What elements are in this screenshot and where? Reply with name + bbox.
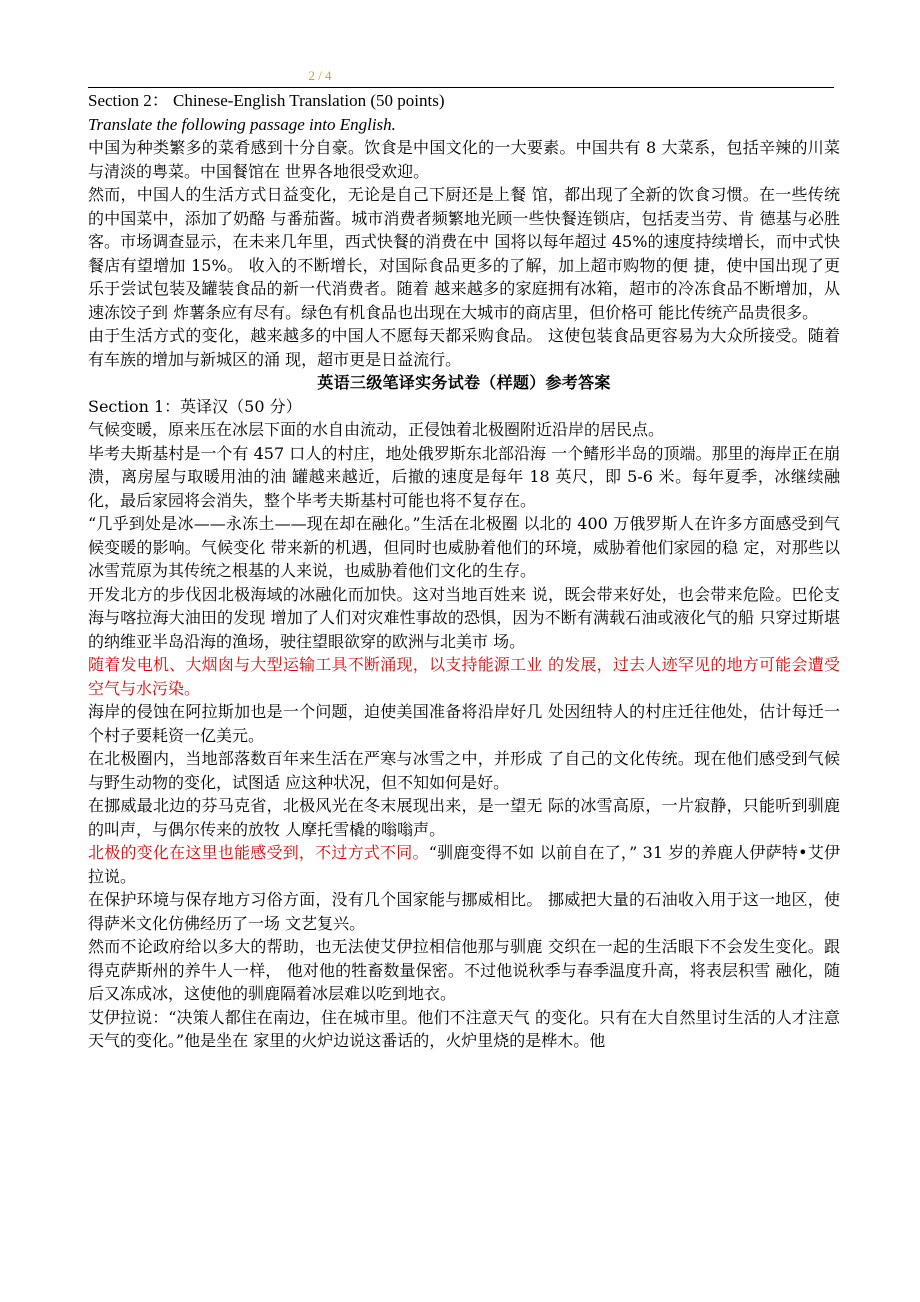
answer-paragraph-9 — [88, 841, 840, 888]
section2-instruction: Translate the following passage into English. — [88, 114, 396, 134]
answer-paragraph-1: 气候变暖，原来压在冰层下面的水自由流动，正侵蚀着北极圈附近沿岸的居民点。 — [88, 420, 665, 439]
answer-paragraph-10: 在保护环境与保存地方习俗方面，没有几个国家能与挪威相比。 挪威把大量的石油收入用于这一地区，使得萨米文化仿佛经历了一场 文艺复兴。 — [88, 890, 840, 933]
answer-paragraph-3: “几乎到处是冰——永冻土——现在却在融化。”生活在北极圈 以北的 400 万俄罗斯人在许多方面感受到气候变暖的影响。气候变化 带来新的机遇，但同时也威胁着他们的环境，威胁着他们家园的稳 定，对那些以冰雪荒原为其传统之根基的人来说，也威胁着他们文化的生存。 — [88, 514, 840, 580]
section2-paragraph-3: 由于生活方式的变化，越来越多的中国人不愿每天都采购食品。 这使包装食品更容易为大众所接受。随着有车族的增加与新城区的涌 现，超市更是日益流行。 — [88, 326, 840, 369]
answer-paragraph-12: 艾伊拉说：“决策人都住在南边，住在城市里。他们不注意天气 的变化。只有在大自然里讨生活的人才注意天气的变化。”他是坐在 家里的火炉边说这番话的，火炉里烧的是桦木。他 — [88, 1007, 840, 1050]
answer-paragraph-8: 在挪威最北边的芬马克省，北极风光在冬末展现出来，是一望无 际的冰雪高原，一片寂静，只能听到驯鹿的叫声，与偶尔传来的放牧 人摩托雪橇的嗡嗡声。 — [88, 796, 840, 839]
section2-paragraph-1: 中国为种类繁多的菜肴感到十分自豪。饮食是中国文化的一大要素。中国共有 8 大菜系，包括辛辣的川菜与清淡的粤菜。中国餐馆在 世界各地很受欢迎。 — [88, 138, 840, 181]
answer-paragraph-6: 海岸的侵蚀在阿拉斯加也是一个问题，迫使美国准备将沿岸好几 处因纽特人的村庄迁往他处，估计每迁一个村子要耗资一亿美元。 — [88, 702, 840, 745]
answer-paragraph-11: 然而不论政府给以多大的帮助，也无法使艾伊拉相信他那与驯鹿 交织在一起的生活眼下不会发生变化。跟得克萨斯州的养牛人一样， 他对他的牲畜数量保密。不过他说秋季与春季温度升高，将表层积雪 融化，随后又冻成冰，这使他的驯鹿隔着冰层难以吃到地衣。 — [88, 937, 840, 1003]
header-rule — [88, 87, 834, 88]
document-body — [88, 89, 840, 1053]
answer-title: 英语三级笔译实务试卷（样题）参考答案 — [317, 373, 611, 392]
answer-paragraph-9-highlight: 北极的变化在这里也能感受到，不过方式不同。 — [88, 843, 429, 862]
section2-paragraph-2: 然而，中国人的生活方式日益变化，无论是自己下厨还是上餐 馆，都出现了全新的饮食习惯。在一些传统的中国菜中，添加了奶酪 与番茄酱。城市消费者频繁地光顾一些快餐连锁店，包括麦当劳、肯 德基与必胜客。市场调查显示，在未来几年里，西式快餐的消费在中 国将以每年超过 45%的速度持续增长，而中式快餐店有望增加 15%。 收入的不断增长，对国际食品更多的了解，加上超市购物的便 捷，使中国出现了更乐于尝试包装及罐装食品的新一代消费者。随着 越来越多的家庭拥有冰箱，超市的冷冻食品不断增加，从速冻饺子到 炸薯条应有尽有。绿色有机食品也出现在大城市的商店里，但价格可 能比传统产品贵很多。 — [88, 185, 840, 322]
answer-paragraph-2: 毕考夫斯基村是一个有 457 口人的村庄，地处俄罗斯东北部沿海 一个鳍形半岛的顶端。那里的海岸正在崩溃，离房屋与取暖用油的油 罐越来越近，后撤的速度是每年 18 英尺，即 5-6 米。每年夏季，冰继续融化，最后家园将会消失，整个毕考夫斯基村可能也将不复存在。 — [88, 443, 840, 510]
answer-paragraph-5-highlight: 随着发电机、大烟囱与大型运输工具不断涌现，以支持能源工业 的发展，过去人迹罕见的地方可能会遭受空气与水污染。 — [88, 655, 840, 698]
answer-paragraph-4: 开发北方的步伐因北极海域的冰融化而加快。这对当地百姓来 说，既会带来好处，也会带来危险。巴伦支海与喀拉海大油田的发现 增加了人们对灾难性事故的恐惧，因为不断有满载石油或液化气的船 只穿过斯堪的纳维亚半岛沿海的渔场，驶往望眼欲穿的欧洲与北美市 场。 — [88, 584, 840, 651]
section1-heading: Section 1：英译汉（50 分） — [88, 396, 302, 416]
answer-paragraph-9-rest: “驯鹿变得不如 以前自在了，” 31 岁的养鹿人伊萨特•艾伊拉说。 — [88, 843, 840, 886]
answer-paragraph-7: 在北极圈内，当地部落数百年来生活在严寒与冰雪之中，并形成 了自己的文化传统。现在他们感受到气候与野生动物的变化，试图适 应这种状况，但不知如何是好。 — [88, 749, 840, 792]
page-number: 2 / 4 — [308, 68, 332, 83]
section2-heading: Section 2： Chinese-English Translation (50 points) — [88, 91, 445, 110]
